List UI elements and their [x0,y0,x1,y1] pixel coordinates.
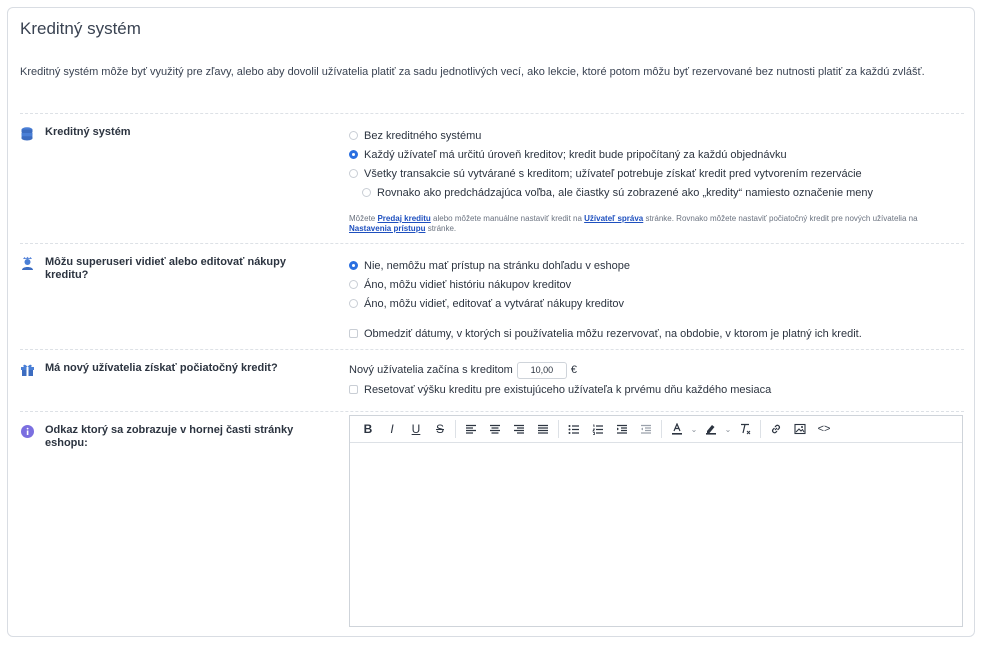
link-field-label: Odkaz ktorý sa zobrazuje v hornej časti stránky eshopu: [45,424,294,449]
image-icon[interactable] [788,418,812,440]
credit-system-card [7,7,975,637]
link-icon[interactable] [764,418,788,440]
rich-text-editor [349,415,963,627]
help-text: stránke. Rovnako môžete nastaviť počiatočný kredit pre nových užívatelia na [643,214,918,223]
superusers-options [349,256,959,343]
currency-symbol: € [570,364,577,376]
restrict-dates-checkbox[interactable] [349,329,358,338]
option-label: Obmedziť dátumy, v ktorých si používatelia môžu rezervovať, na obdobie, v ktorom je platný ich kredit. [364,327,862,340]
toolbar-divider [455,420,456,438]
option-label: Resetovať výšku kreditu pre existujúceho užívateľa k prvému dňu každého mesiaca [364,383,772,396]
chevron-down-icon[interactable]: ⌄ [724,424,732,434]
option-label: Nie, nemôžu mať prístup na stránku dohľadu v eshope [364,259,630,272]
access-settings-link[interactable]: Nastavenia prístupu [349,224,426,233]
reset-credit-checkbox[interactable] [349,385,358,394]
superusers-row [20,243,964,349]
intro-text: Kreditný systém môže byť využitý pre zľavy, alebo aby dovolil užívatelia platiť za sadu jednotlivých vecí, ako lekcie, ktoré potom môžu byť rezervované bez nutnosti platiť za každú zvlášť. [20,66,925,78]
option-label: Áno, môžu vidieť históriu nákupov kreditov [364,278,572,291]
toolbar-divider [558,420,559,438]
user-management-link[interactable]: Užívateľ správa [584,214,644,223]
superuser-option-no-access[interactable] [349,256,959,275]
credit-system-options [349,126,959,234]
option-label: Každý užívateľ má určitú úroveň kreditov; kredit bude pripočítaný za každú objednávku [364,148,787,161]
credit-option-per-order[interactable] [349,145,959,164]
superuser-icon [20,256,35,271]
editor-toolbar [350,416,962,443]
initial-credit-prefix: Nový užívatelia začína s kreditom [349,364,513,376]
info-icon [20,424,35,439]
credit-help-text [349,214,959,234]
italic-button[interactable]: I [390,422,394,436]
radio-edit[interactable] [349,299,358,308]
align-center-icon[interactable] [483,418,507,440]
text-color-icon[interactable] [665,418,689,440]
indent-icon[interactable] [610,418,634,440]
superuser-option-edit[interactable] [349,294,959,313]
initial-credit-controls [349,360,959,399]
credit-option-none[interactable] [349,126,959,145]
radio-view-history[interactable] [349,280,358,289]
help-text: alebo môžete manuálne nastaviť kredit na [430,214,585,223]
underline-button[interactable]: U [411,422,421,436]
radio-all-transactions[interactable] [349,169,358,178]
strikethrough-button[interactable]: S [435,422,444,436]
option-label: Bez kreditného systému [364,129,482,142]
clear-format-icon[interactable] [733,418,757,440]
radio-none[interactable] [349,131,358,140]
toolbar-divider [760,420,761,438]
initial-credit-line [349,360,959,380]
credit-system-label: Kreditný systém [45,126,131,138]
gift-icon [20,362,35,377]
help-text: stránke. [425,224,457,233]
initial-credit-row [20,349,964,413]
help-text: Môžete [349,214,378,223]
bullet-list-icon[interactable] [562,418,586,440]
card-title: Kreditný systém [20,19,141,38]
radio-credits-display[interactable] [362,188,371,197]
option-label: Všetky transakcie sú vytvárané s kreditom; užívateľ potrebuje získať kredit pred vytvorením rezervácie [364,167,862,180]
option-label: Áno, môžu vidieť, editovať a vytvárať nákupy kreditov [364,297,625,310]
credit-system-row [20,113,964,243]
radio-per-order[interactable] [349,150,358,159]
outdent-icon[interactable] [634,418,658,440]
chevron-down-icon[interactable]: ⌄ [690,424,698,434]
superuser-option-view-history[interactable] [349,275,959,294]
highlight-color-icon[interactable] [699,418,723,440]
credit-option-all-transactions[interactable] [349,164,959,183]
radio-no-access[interactable] [349,261,358,270]
editor-content-area[interactable] [350,443,962,626]
toolbar-divider [661,420,662,438]
reset-credit-option[interactable] [349,380,959,399]
link-field-row [20,411,964,633]
initial-credit-input[interactable]: 10,00 [517,362,567,379]
superusers-label: Môžu superuseri vidieť alebo editovať nákupy kreditu? [45,256,286,281]
sell-credit-link[interactable]: Predaj kreditu [377,214,431,223]
initial-credit-label: Má nový užívatelia získať počiatočný kredit? [45,362,278,374]
option-label: Rovnako ako predchádzajúca voľba, ale čiastky sú zobrazené ako „kredity“ namiesto označenie meny [377,186,874,199]
coins-icon [20,126,35,141]
align-left-icon[interactable] [459,418,483,440]
source-code-button[interactable]: <> [817,423,831,435]
bold-button[interactable]: B [363,422,373,436]
align-justify-icon[interactable] [531,418,555,440]
align-right-icon[interactable] [507,418,531,440]
restrict-dates-option[interactable] [349,324,959,343]
numbered-list-icon[interactable] [586,418,610,440]
credit-option-credits-display[interactable] [349,183,959,202]
